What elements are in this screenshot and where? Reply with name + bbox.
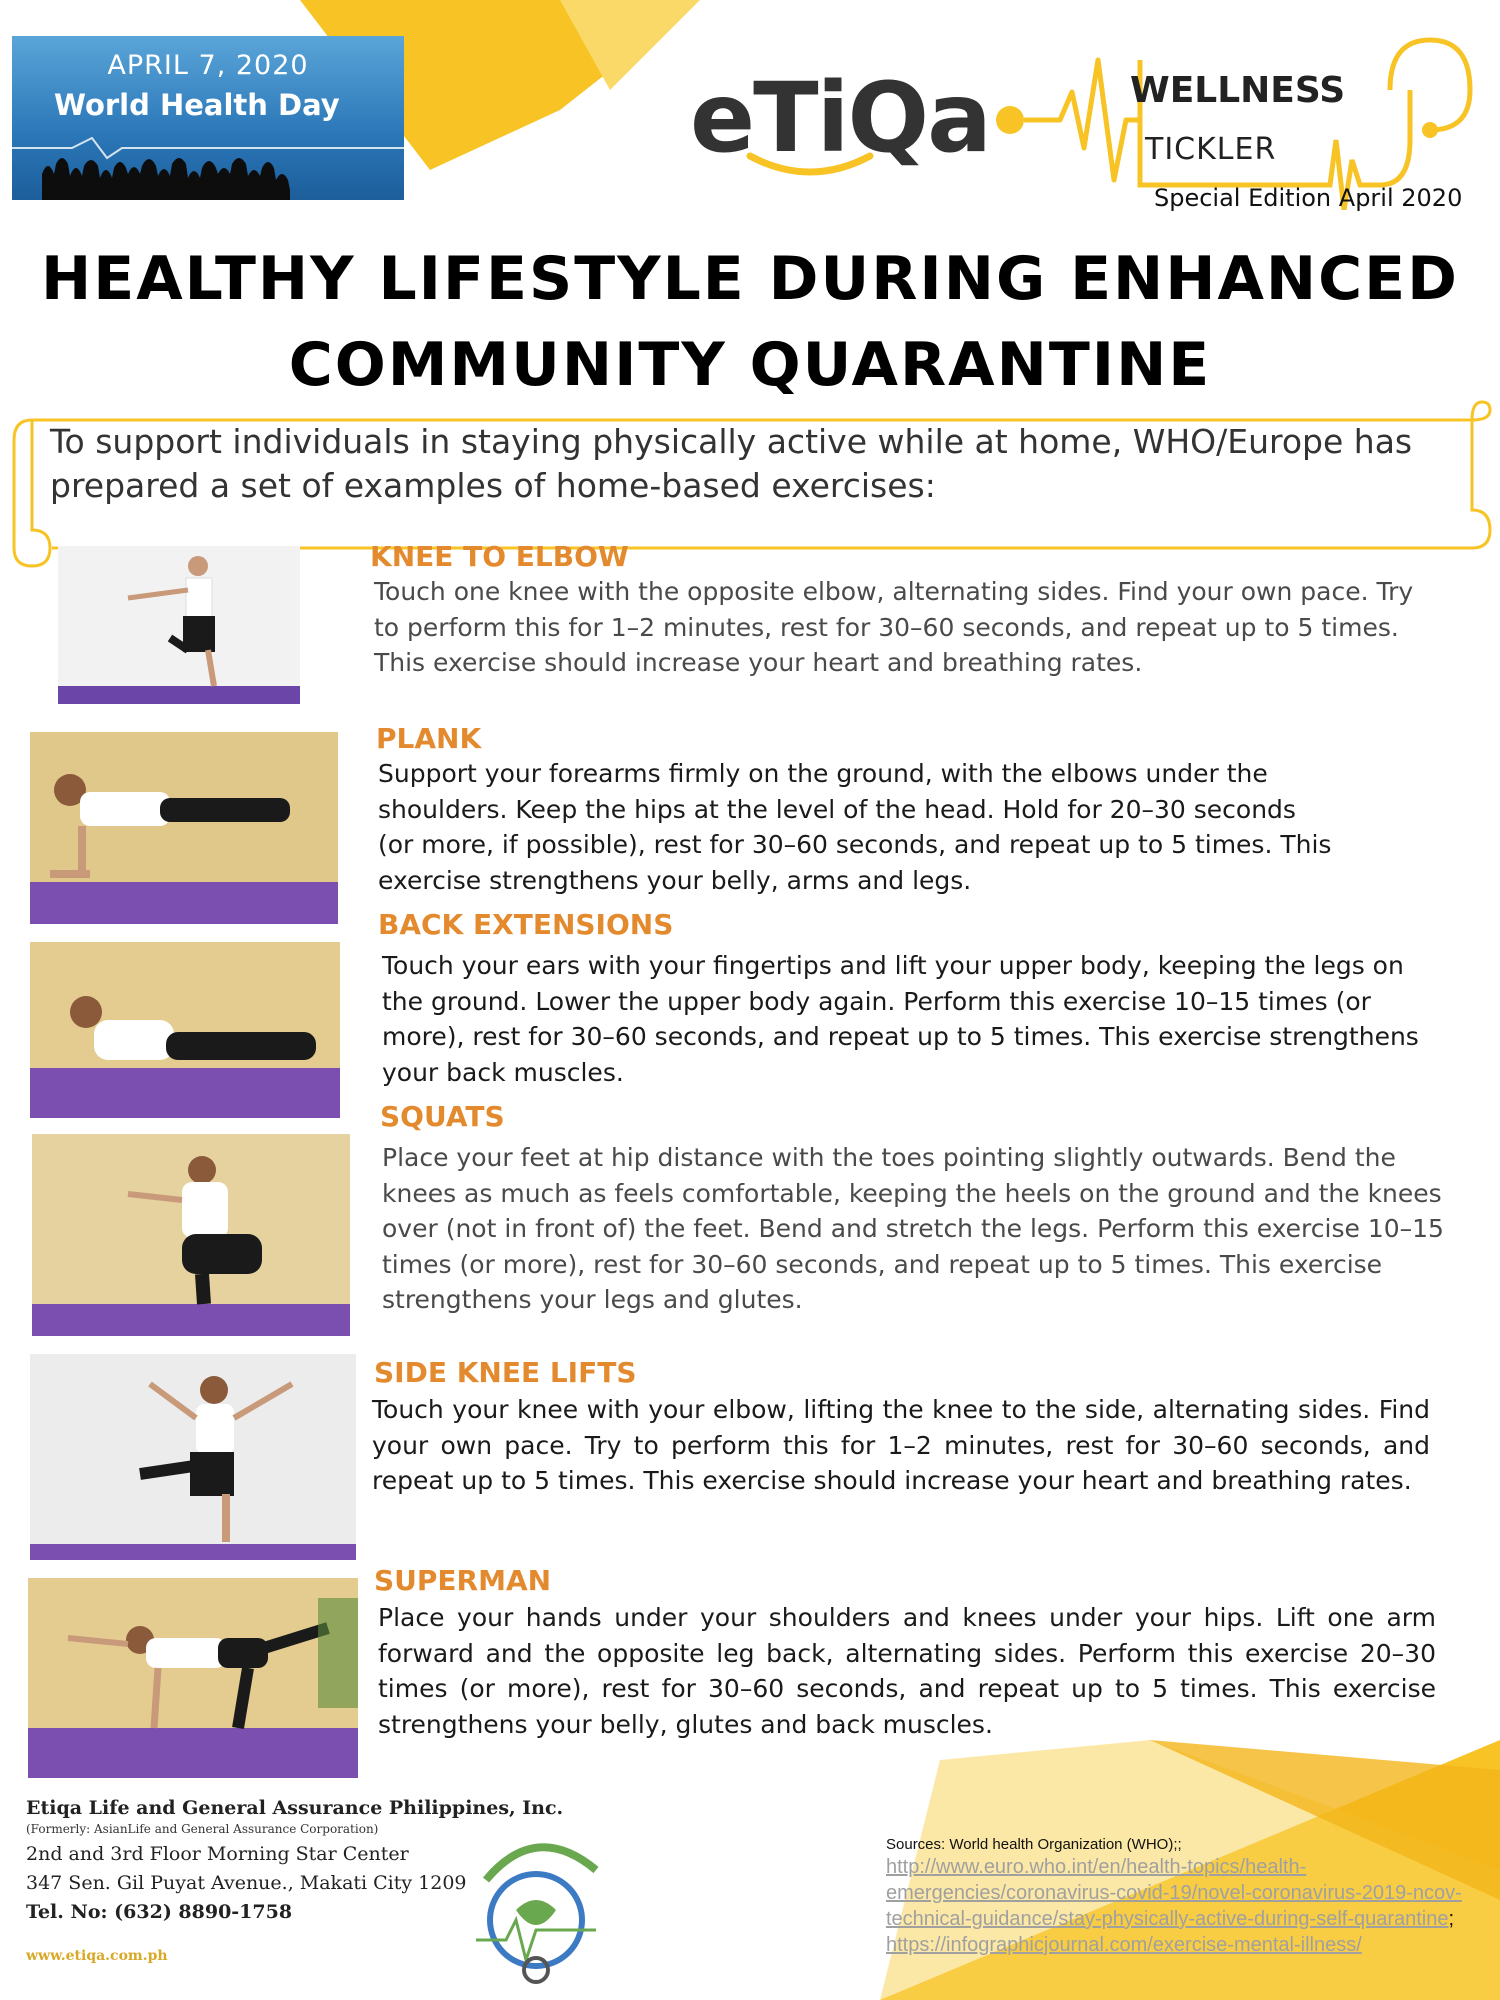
side-knee-lifts-photo [30, 1354, 356, 1560]
stethoscope-heartbeat-icon [980, 20, 1480, 210]
squats-photo [32, 1134, 350, 1336]
company-website-link[interactable]: www.etiqa.com.ph [26, 1948, 168, 1964]
banner-title: World Health Day [54, 88, 340, 122]
exercise-description: Touch one knee with the opposite elbow, alternating sides. Find your own pace. Try to perform this for 1–2 minutes, rest for 30–60 seconds, and repeat up to 5 times. This exercise should increase your heart and breathing rates. [374, 577, 1414, 677]
banner-date: APRIL 7, 2020 [107, 50, 309, 81]
superman-photo [28, 1578, 358, 1778]
wellness-label: WELLNESS [1130, 70, 1346, 111]
etiqa-smile-icon [740, 148, 900, 188]
ape-wellness-logo-icon [456, 1820, 616, 1995]
headline-line-2: COMMUNITY QUARANTINE [288, 330, 1212, 400]
company-telephone: Tel. No: (632) 8890-1758 [26, 1901, 293, 1923]
exercise-title: SUPERMAN [374, 1564, 552, 1597]
who-source-link[interactable]: http://www.euro.who.int/en/health-topics/health-emergencies/coronavirus-covid-19/novel-coronavirus-2019-ncov-technical-guidance/stay-physically-active-during-self-quarantine [886, 1856, 1462, 1930]
exercise-title: BACK EXTENSIONS [378, 908, 674, 941]
knee-to-elbow-photo [58, 546, 300, 704]
company-address-line-1: 2nd and 3rd Floor Morning Star Center [26, 1843, 409, 1865]
sources-label: Sources: World health Organization (WHO);; [886, 1836, 1182, 1853]
sources-links [886, 1854, 1466, 1958]
exercise-title: KNEE TO ELBOW [370, 540, 629, 573]
plank-photo [30, 732, 338, 924]
exercise-description: Support your forearms firmly on the ground, with the elbows under the shoulders. Keep the hips at the level of the head. Hold for 20–30 seconds (or more, if possible), rest for 30–60 seconds, and repeat up to 5 times. This exercise strengthens your belly, arms and legs. [378, 759, 1332, 895]
exercise-description: Place your hands under your shoulders and knees under your hips. Lift one arm forward and the opposite leg back, alternating sides. Perform this exercise 20–30 times (or more), rest for 30–60 seconds, and repeat up to 5 times. This exercise strengthens your belly, glutes and back muscles. [378, 1603, 1436, 1739]
exercise-description: Touch your knee with your elbow, lifting the knee to the side, alternating sides. Find your own pace. Try to perform this for 1–2 minutes, rest for 30–60 seconds, and repeat up to 5 times. This exercise should increase your heart and breathing rates. [372, 1395, 1430, 1495]
exercise-title: SQUATS [380, 1100, 505, 1133]
exercise-description: Touch your ears with your fingertips and lift your upper body, keeping the legs on the ground. Lower the upper body again. Perform this exercise 10–15 times (or more), rest for 30–60 seconds, and repeat up to 5 times. This exercise strengthens your back muscles. [382, 951, 1419, 1087]
world-health-day-banner [12, 36, 404, 200]
edition-label: Special Edition April 2020 [1154, 184, 1463, 212]
exercise-title: SIDE KNEE LIFTS [374, 1356, 637, 1389]
intro-text: To support individuals in staying physically active while at home, WHO/Europe has prepared a set of examples of home-based exercises: [50, 422, 1413, 505]
exercise-description: Place your feet at hip distance with the toes pointing slightly outwards. Bend the knees as much as feels comfortable, keeping the heels on the ground and the knees over (not in front of) the feet. Bend and stretch the legs. Perform this exercise 10–15 times (or more), rest for 30–60 seconds, and repeat up to 5 times. This exercise strengthens your legs and glutes. [382, 1143, 1444, 1314]
infographic-source-link[interactable]: https://infographicjournal.com/exercise-mental-illness/ [886, 1934, 1362, 1956]
headline-line-1: HEALTHY LIFESTYLE DURING ENHANCED [41, 244, 1459, 314]
exercise-title: PLANK [376, 722, 482, 755]
back-extensions-photo [30, 942, 340, 1118]
crowd-silhouette-icon [12, 134, 404, 200]
company-former-name: (Formerly: AsianLife and General Assurance Corporation) [26, 1822, 379, 1836]
etiqa-logo: eTiQa [690, 62, 990, 174]
company-name: Etiqa Life and General Assurance Philippines, Inc. [26, 1797, 564, 1819]
company-address-line-2: 347 Sen. Gil Puyat Avenue., Makati City 1209 [26, 1872, 467, 1894]
sources-separator: ; [1448, 1908, 1455, 1930]
tickler-label: TICKLER [1145, 132, 1277, 167]
